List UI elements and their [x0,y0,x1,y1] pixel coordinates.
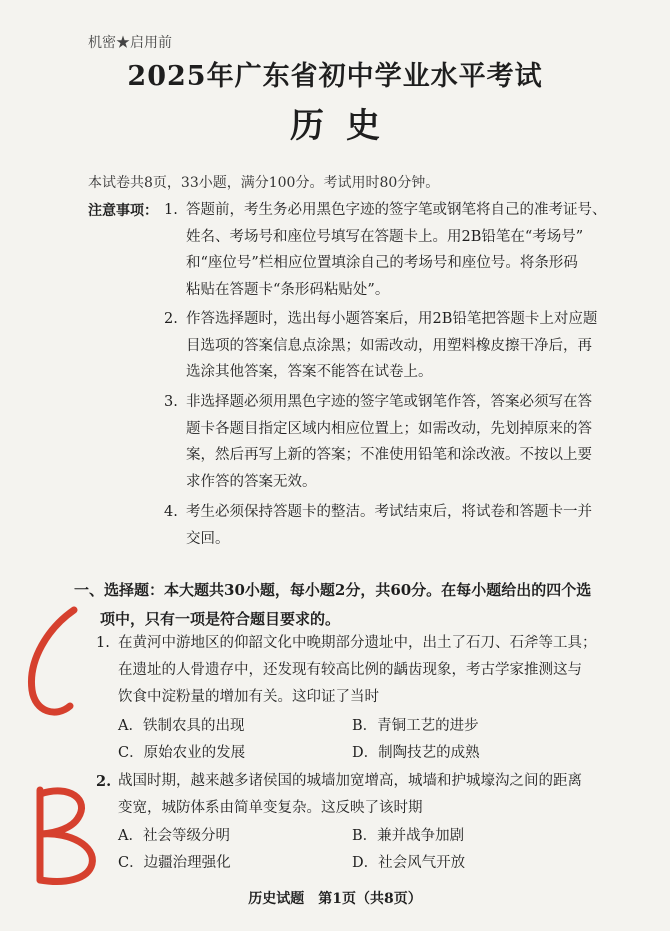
notice-label: 注意事项： [88,203,158,219]
notice-line: 非选择题必须用黑色字迹的签字笔或钢笔作答，答案必须写在答 [186,394,592,410]
q2-option-a: A．社会等级分明 [118,828,230,844]
section-line-1: 一、选择题：本大题共30小题，每小题2分，共60分。在每小题给出的四个选 [74,581,592,599]
notice-line: 作答选择题时，选出每小题答案后，用2B铅笔把答题卡上对应题 [186,311,598,327]
q2-option-d: D．社会风气开放 [352,855,466,871]
section-line-2: 项中，只有一项是符合题目要求的。 [100,610,341,628]
question-line: 战国时期，越来越多诸侯国的城墙加宽增高，城墙和护城壕沟之间的距离 [118,773,582,789]
exam-title: 2025年广东省初中学业水平考试 [127,61,543,92]
question-line: 饮食中淀粉量的增加有关。这印证了当时 [118,689,379,705]
notice-num: 4. [164,504,178,520]
q1-option-d: D．制陶技艺的成熟 [352,745,480,761]
q2-option-c: C．边疆治理强化 [118,855,231,871]
notice-line: 和“座位号”栏相应位置填涂自己的考场号和座位号。将条形码 [186,255,578,271]
notice-line: 答题前，考生务必用黑色字迹的签字笔或钢笔将自己的准考证号、 [186,202,607,218]
notice-line: 粘贴在答题卡“条形码粘贴处”。 [186,281,390,298]
notice-line: 目选项的答案信息点涂黑；如需改动，用塑料橡皮擦干净后，再 [186,337,592,354]
q1-option-c: C．原始农业的发展 [118,745,246,761]
notice-line: 交回。 [186,530,230,547]
question-line: 在黄河中游地区的仰韶文化中晚期部分遗址中，出土了石刀、石斧等工具； [118,635,597,651]
notice-line: 姓名、考场号和座位号填写在答题卡上。用2B铅笔在“考场号” [186,228,584,245]
q2-option-b: B．兼并战争加剧 [352,828,465,844]
notice-line: 考生必须保持答题卡的整洁。考试结束后，将试卷和答题卡一并 [186,504,592,520]
question-line: 变宽，城防体系由简单变复杂。这反映了该时期 [118,800,423,816]
secret-mark: 机密★启用前 [88,35,172,51]
handwritten-answer-b-bowls [40,791,92,882]
q1-option-a: A．铁制农具的出现 [118,718,245,734]
page-footer: 历史试题 第1页（共8页） [248,891,422,907]
notice-line: 案，然后再写上新的答案；不准使用铅笔和涂改液。不按以上要 [186,447,592,463]
notice-line: 求作答的答案无效。 [186,473,317,490]
handwritten-answer-c [31,610,74,712]
q1-option-b: B．青铜工艺的进步 [352,718,479,734]
notice-num: 2. [164,311,178,327]
question-line: 在遗址的人骨遗存中，还发现有较高比例的龋齿现象，考古学家推测这与 [118,662,582,678]
notice-line: 选涂其他答案，答案不能答在试卷上。 [186,364,433,380]
question-num: 2. [96,773,112,790]
notice-num: 1. [164,202,178,218]
notice-line: 题卡各题目指定区域内相应位置上；如需改动，先划掉原来的答 [186,420,592,437]
notice-num: 3. [164,394,178,410]
question-num: 1. [96,635,110,651]
exam-info: 本试卷共8页，33小题，满分100分。考试用时80分钟。 [88,175,440,191]
subject-title: 历史 [290,106,402,146]
